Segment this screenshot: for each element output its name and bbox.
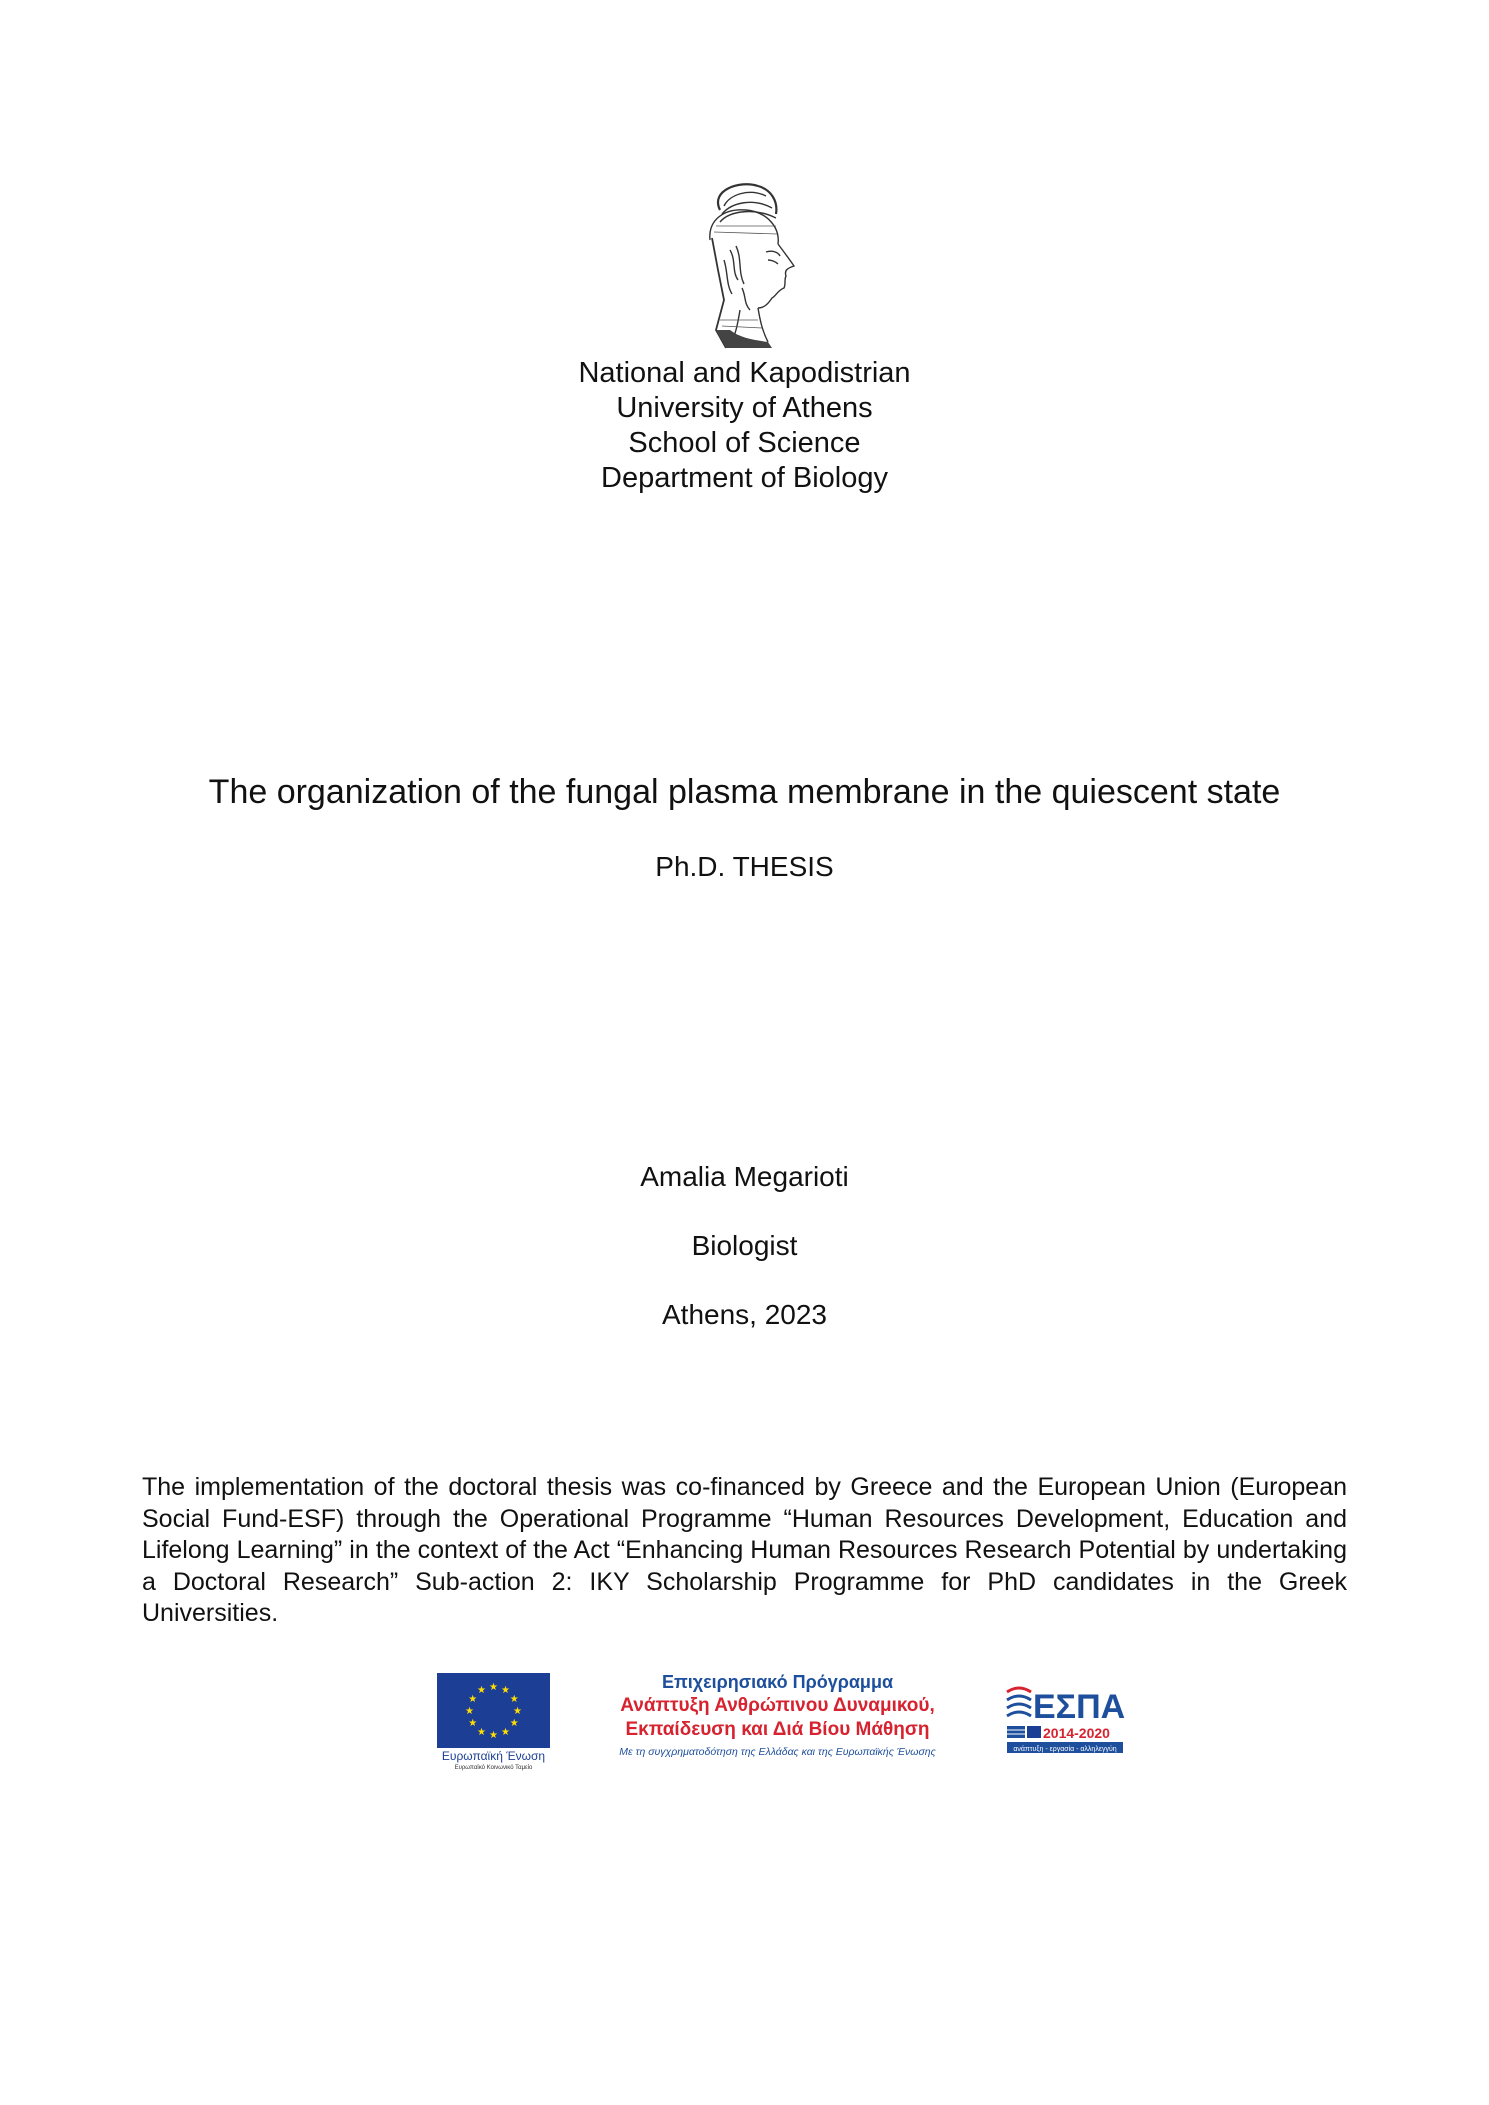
operational-programme-logo — [580, 1670, 975, 1762]
op-title: Επιχειρησιακό Πρόγραμμα — [661, 1672, 894, 1692]
eu-star-icon: ★ — [468, 1694, 478, 1705]
eu-star-icon: ★ — [465, 1706, 474, 1717]
university-line: National and Kapodistrian — [578, 357, 911, 389]
eu-star-icon: ★ — [501, 1726, 510, 1738]
eu-star-icon: ★ — [509, 1718, 519, 1729]
op-cofinancing-note: Με τη συγχρηματοδότηση της Ελλάδας και της Ευρωπαϊκής Ένωσης — [619, 1746, 936, 1758]
greek-flag-icon — [1007, 1726, 1025, 1738]
eu-star-icon: ★ — [513, 1706, 522, 1717]
espa-stripes-icon — [1007, 1688, 1031, 1716]
department-line: Department of Biology — [601, 462, 888, 494]
thesis-type: Ph.D. THESIS — [655, 851, 834, 882]
funding-statement: The implementation of the doctoral thesis was co-financed by Greece and the European Union (European Social Fund-ESF) through the Operational Programme “Human Resources Development, Education and Lifelong Learning” in the context of the Act “Enhancing Human Resources Research Potential by undertaking a Doctoral Research” Sub-action 2: IKY Scholarship Programme for PhD candidates in the Greek Universities. — [142, 1473, 1347, 1627]
university-athena-emblem-icon — [680, 180, 810, 355]
op-name-line: Ανάπτυξη Ανθρώπινου Δυναμικού, — [620, 1695, 935, 1716]
eu-flag-icon — [437, 1673, 550, 1748]
eu-star-icon: ★ — [489, 1730, 498, 1741]
eu-logo — [437, 1673, 550, 1775]
espa-name: ΕΣΠΑ — [1033, 1688, 1125, 1726]
eu-star-icon: ★ — [477, 1726, 486, 1738]
op-name-line: Εκπαίδευση και Διά Βίου Μάθηση — [625, 1719, 930, 1740]
university-affiliation — [0, 356, 1489, 496]
espa-tagline: ανάπτυξη - εργασία - αλληλεγγύη — [1013, 1746, 1117, 1753]
school-line: School of Science — [628, 427, 861, 459]
thesis-title: The organization of the fungal plasma membrane in the quiescent state — [208, 773, 1281, 811]
espa-years: 2014-2020 — [1043, 1725, 1110, 1741]
university-line: University of Athens — [616, 392, 873, 424]
espa-logo — [1005, 1682, 1125, 1762]
place-and-date: Athens, 2023 — [661, 1299, 828, 1330]
eu-star-icon: ★ — [509, 1694, 519, 1705]
eu-subcaption: Ευρωπαϊκό Κοινωνικό Ταμείο — [454, 1765, 533, 1771]
eu-star-icon: ★ — [468, 1718, 478, 1729]
eu-caption: Ευρωπαϊκή Ένωση — [441, 1749, 546, 1763]
eu-star-icon: ★ — [489, 1682, 498, 1693]
eu-mini-flag-icon — [1027, 1726, 1041, 1738]
eu-star-icon: ★ — [477, 1685, 486, 1697]
eu-star-icon: ★ — [501, 1685, 510, 1697]
author-name: Amalia Megarioti — [640, 1161, 849, 1192]
author-profession: Biologist — [691, 1230, 798, 1261]
